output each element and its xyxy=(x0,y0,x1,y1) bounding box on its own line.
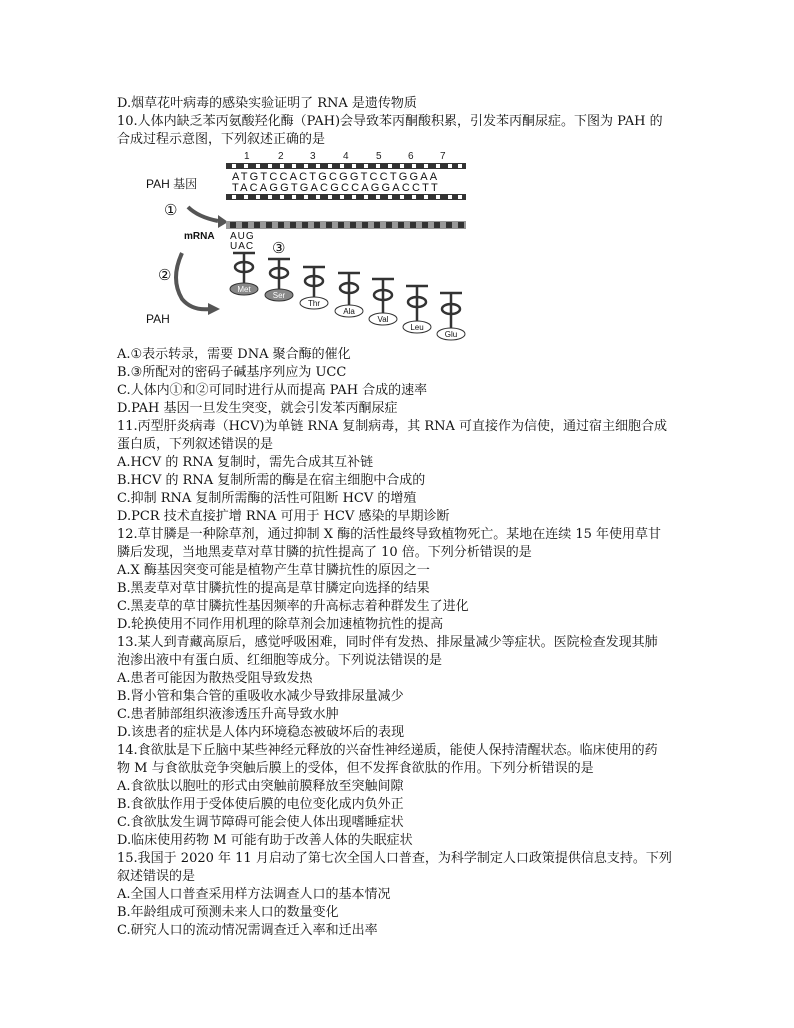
q10-option-d: D.PAH 基因一旦发生突变，就会引发苯丙酮尿症 xyxy=(117,401,398,416)
amino-acid-label: Met xyxy=(237,285,251,294)
translation-arrow-icon xyxy=(176,253,210,309)
q13-option-b: B.肾小管和集合管的重吸收水减少导致排尿量减少 xyxy=(117,689,404,704)
q10-option-c: C.人体内①和②可同时进行从而提高 PAH 合成的速率 xyxy=(117,383,428,398)
amino-acid-label: Val xyxy=(377,315,389,324)
q13-stem-line2: 泡渗出液中有蛋白质、红细胞等成分。下列说法错误的是 xyxy=(117,653,443,668)
position-number: 2 xyxy=(278,151,284,162)
pah-synthesis-figure xyxy=(140,149,480,341)
q10-stem-line1: 10.人体内缺乏苯丙氨酸羟化酶（PAH)会导致苯丙酮酸积累，引发苯丙酮尿症。下图为 PAH 的 xyxy=(117,114,663,129)
q13-option-c: C.患者肺部组织液渗透压升高导致水肿 xyxy=(117,707,339,722)
trna-icon xyxy=(406,286,428,321)
amino-acid-label: Ala xyxy=(343,307,355,316)
position-number: 6 xyxy=(408,151,414,162)
q14-option-c: C.食欲肽发生调节障碍可能会使人体出现嗜睡症状 xyxy=(117,815,404,830)
q12-stem-line1: 12.草甘膦是一种除草剂，通过抑制 X 酶的活性最终导致植物死亡。某地在连续 15 年使用草甘 xyxy=(117,527,662,542)
step-2-marker: ② xyxy=(158,267,172,284)
q9-option-d: D.烟草花叶病毒的感染实验证明了 RNA 是遗传物质 xyxy=(117,96,417,111)
position-number: 5 xyxy=(376,151,382,162)
trna-icon xyxy=(338,273,360,305)
position-number: 7 xyxy=(440,151,446,162)
amino-acid-label: Ser xyxy=(272,291,286,300)
q12-option-a: A.X 酶基因突变可能是植物产生草甘膦抗性的原因之一 xyxy=(117,563,430,578)
q11-option-a: A.HCV 的 RNA 复制时，需先合成其互补链 xyxy=(117,455,374,470)
mrna-start-codon: AUG xyxy=(230,231,255,242)
q10-option-a: A.①表示转录，需要 DNA 聚合酶的催化 xyxy=(117,347,351,362)
q11-option-d: D.PCR 技术直接扩增 RNA 可用于 HCV 感染的早期诊断 xyxy=(117,509,450,524)
trna-icon xyxy=(268,259,290,289)
q14-stem-line2: 物 M 与食欲肽竞争突触后膜上的受体，但不发挥食欲肽的作用。下列分析错误的是 xyxy=(117,761,594,776)
pah-gene-label: PAH 基因 xyxy=(146,177,198,191)
q14-option-d: D.临床使用药物 M 可能有助于改善人体的失眠症状 xyxy=(117,833,413,848)
q14-option-a: A.食欲肽以胞吐的形式由突触前膜释放至突触间隙 xyxy=(117,779,404,794)
q15-option-b: B.年龄组成可预测未来人口的数量变化 xyxy=(117,905,339,920)
bottom-strand-sequence: TACAGGTGACGCCAGGACCTT xyxy=(232,182,440,194)
q12-option-b: B.黑麦草对草甘膦抗性的提高是草甘膦定向选择的结果 xyxy=(117,581,430,596)
codon-position-numbers xyxy=(244,151,446,162)
amino-acid-label: Thr xyxy=(308,299,320,308)
position-number: 1 xyxy=(244,151,250,162)
trna-icon xyxy=(372,279,394,313)
position-number: 3 xyxy=(310,151,316,162)
step-3-marker: ③ xyxy=(272,240,286,257)
q10-stem-line2: 合成过程示意图，下列叙述正确的是 xyxy=(117,132,326,147)
pah-protein-label: PAH xyxy=(146,312,170,326)
trna-anticodon: UAC xyxy=(230,241,255,252)
transcription-arrow-icon xyxy=(188,207,218,221)
q15-option-c: C.研究人口的流动情况需调查迁入率和迁出率 xyxy=(117,923,378,938)
q12-option-d: D.轮换使用不同作用机理的除草剂会加速植物抗性的提高 xyxy=(117,617,444,632)
q11-stem-line2: 蛋白质，下列叙述错误的是 xyxy=(117,437,274,452)
step-1-marker: ① xyxy=(164,202,178,219)
q14-option-b: B.食欲肽作用于受体使后膜的电位变化成内负外正 xyxy=(117,797,404,812)
q15-option-a: A.全国人口普查采用样方法调查人口的基本情况 xyxy=(117,887,391,902)
trna-icon xyxy=(233,253,255,283)
q11-stem-line1: 11.丙型肝炎病毒（HCV)为单链 RNA 复制病毒，其 RNA 可直接作为信使，通过宿主细胞合成 xyxy=(117,419,668,434)
q13-option-a: A.患者可能因为散热受阻导致发热 xyxy=(117,671,313,686)
q12-stem-line2: 膦后发现，当地黑麦草对草甘膦的抗性提高了 10 倍。下列分析错误的是 xyxy=(117,545,532,560)
q12-option-c: C.黑麦草的草甘膦抗性基因频率的升高标志着种群发生了进化 xyxy=(117,599,469,614)
q10-option-b: B.③所配对的密码子碱基序列应为 UCC xyxy=(117,365,347,380)
q13-option-d: D.该患者的症状是人体内环境稳态被破坏后的表现 xyxy=(117,725,405,740)
q11-option-b: B.HCV 的 RNA 复制所需的酶是在宿主细胞中合成的 xyxy=(117,473,426,488)
q13-stem-line1: 13.某人到青藏高原后，感觉呼吸困难，同时伴有发热、排尿量减少等症状。医院检查发现其肺 xyxy=(117,635,658,650)
mrna-label: mRNA xyxy=(184,231,215,242)
amino-acid-chain xyxy=(230,283,465,340)
position-number: 4 xyxy=(343,151,349,162)
amino-acid-label: Leu xyxy=(410,323,424,332)
top-strand-sequence: ATGTCCACTGCGGTCCTGGAA xyxy=(232,171,440,183)
q14-stem-line1: 14.食欲肽是下丘脑中某些神经元释放的兴奋性神经递质，能使人保持清醒状态。临床使用的药 xyxy=(117,743,658,758)
trna-icon xyxy=(440,293,462,328)
q15-stem-line1: 15.我国于 2020 年 11 月启动了第七次全国人口普查，为科学制定人口政策提供信息支持。下列 xyxy=(117,851,672,866)
q11-option-c: C.抑制 RNA 复制所需酶的活性可阻断 HCV 的增殖 xyxy=(117,491,417,506)
trna-icon xyxy=(303,267,325,297)
mrna-strand xyxy=(226,221,466,229)
q15-stem-line2: 叙述错误的是 xyxy=(117,869,196,884)
amino-acid-label: Glu xyxy=(444,330,458,339)
